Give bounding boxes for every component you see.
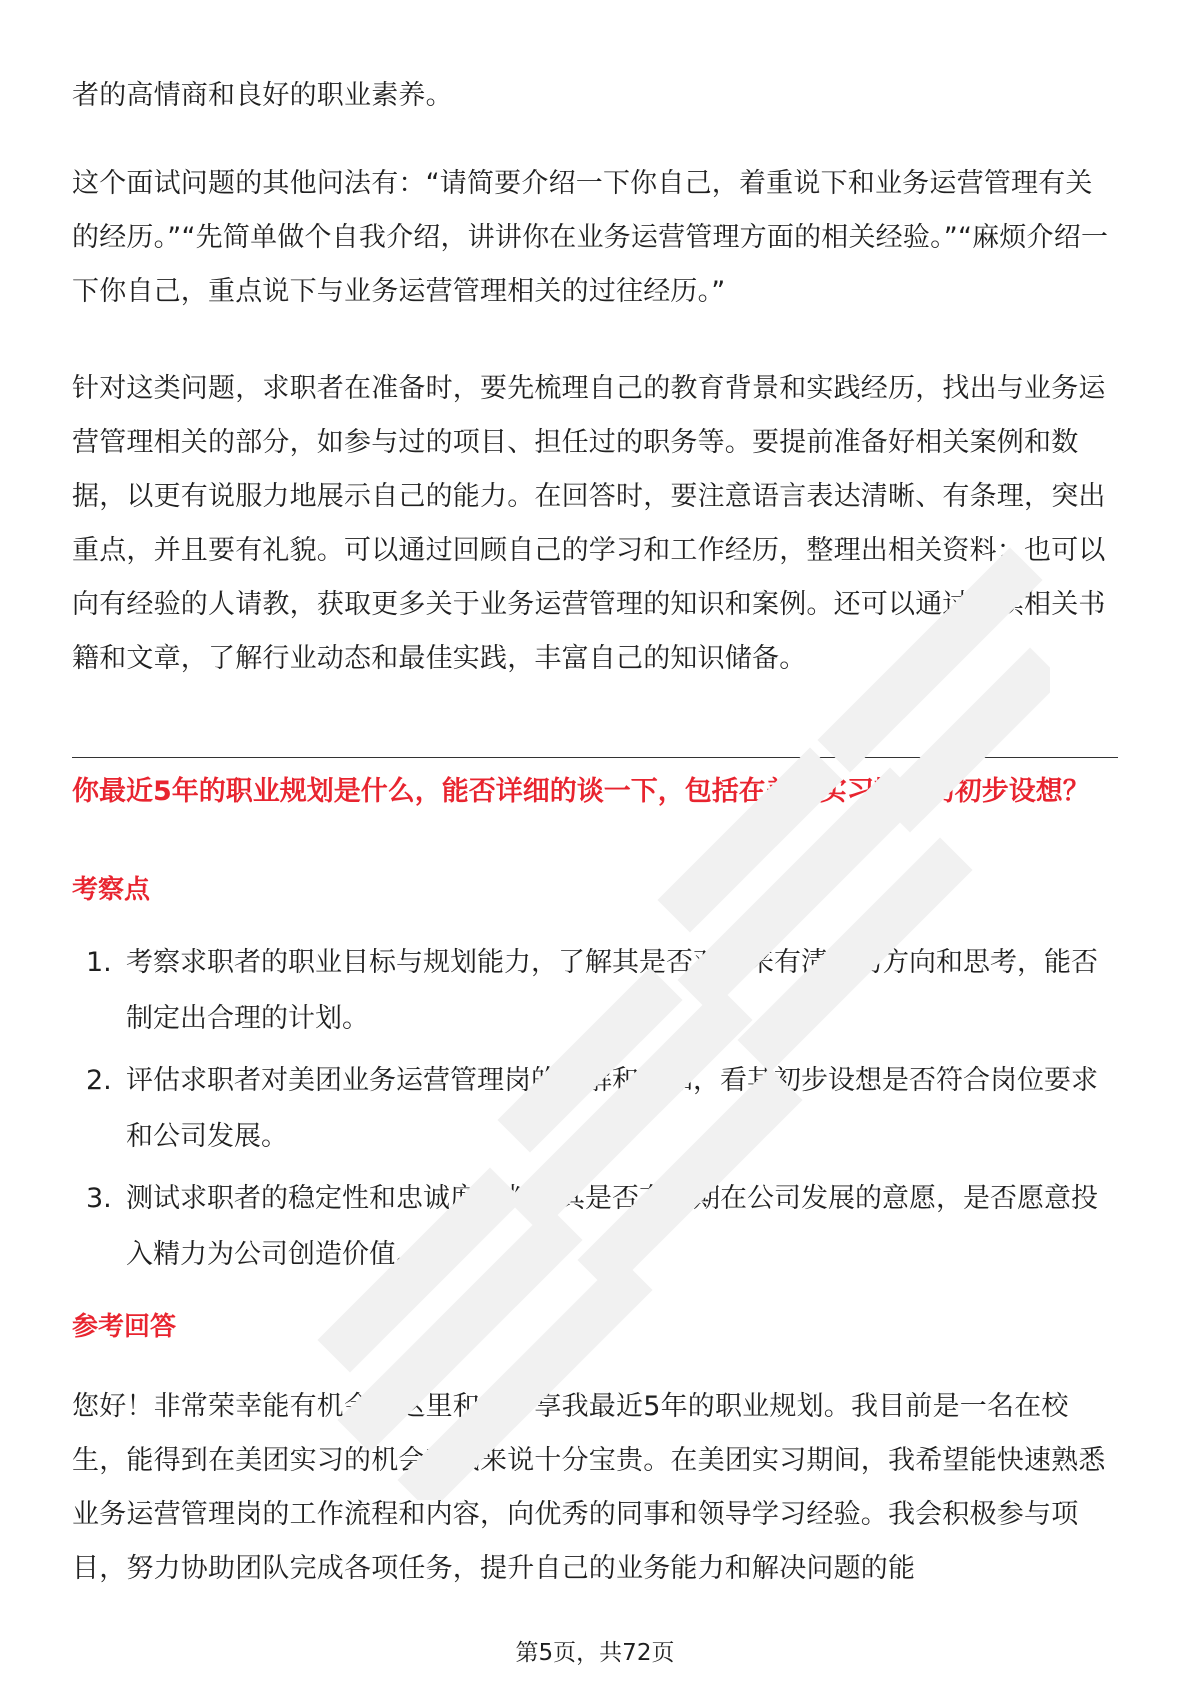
section-divider [72, 757, 1118, 758]
reference-answer-paragraph: 您好！非常荣幸能有机会在这里和您分享我最近5年的职业规划。我目前是一名在校生，能得到在美团实习的机会对我来说十分宝贵。在美团实习期间，我希望能快速熟悉业务运营管理岗的工作流程和内容，向优秀的同事和领导学习经验。我会积极参与项目，努力协助团队完成各项任务，提升自己的业务能力和解决问题的能 [72, 1391, 1106, 1584]
alternative-questions-paragraph: 这个面试问题的其他问法有：“请简要介绍一下你自己，着重说下和业务运营管理有关的经历。”“先简单做个自我介绍，讲讲你在业务运营管理方面的相关经验。”“麻烦介绍一下你自己，重点说下与业务运营管理相关的过往经历。” [72, 168, 1109, 307]
intro-closing-paragraph: 者的高情商和良好的职业素养。 [72, 80, 453, 111]
question-title: 你最近5年的职业规划是什么，能否详细的谈一下，包括在美团实习期间的初步设想？ [72, 776, 1090, 807]
reference-answer-heading: 参考回答 [72, 1312, 177, 1342]
document-page [72, 0, 1118, 1684]
exam-point-text: 考察求职者的职业目标与规划能力，了解其是否对未来有清晰的方向和思考，能否制定出合理的计划。 [126, 947, 1098, 1034]
exam-points-heading: 考察点 [72, 875, 151, 905]
exam-point-number: 3. [86, 1183, 112, 1214]
preparation-advice-paragraph: 针对这类问题，求职者在准备时，要先梳理自己的教育背景和实践经历，找出与业务运营管理相关的部分，如参与过的项目、担任过的职务等。要提前准备好相关案例和数据，以更有说服力地展示自己的能力。在回答时，要注意语言表达清晰、有条理，突出重点，并且要有礼貌。可以通过回顾自己的学习和工作经历，整理出相关资料；也可以向有经验的人请教，获取更多关于业务运营管理的知识和案例。还可以通过阅读相关书籍和文章，了解行业动态和最佳实践，丰富自己的知识储备。 [72, 373, 1106, 674]
exam-point-text: 评估求职者对美团业务运营管理岗的理解和认知，看其初步设想是否符合岗位要求和公司发展。 [126, 1065, 1098, 1152]
exam-point-number: 2. [86, 1065, 112, 1096]
page-number-footer: 第5页，共72页 [515, 1640, 675, 1666]
exam-points-list [72, 935, 1118, 1289]
exam-point [72, 1053, 1118, 1165]
exam-point-text: 测试求职者的稳定性和忠诚度，判断其是否有长期在公司发展的意愿，是否愿意投入精力为公司创造价值。 [126, 1183, 1098, 1270]
exam-point-number: 1. [86, 947, 112, 978]
exam-point [72, 1171, 1118, 1283]
exam-point [72, 935, 1118, 1047]
